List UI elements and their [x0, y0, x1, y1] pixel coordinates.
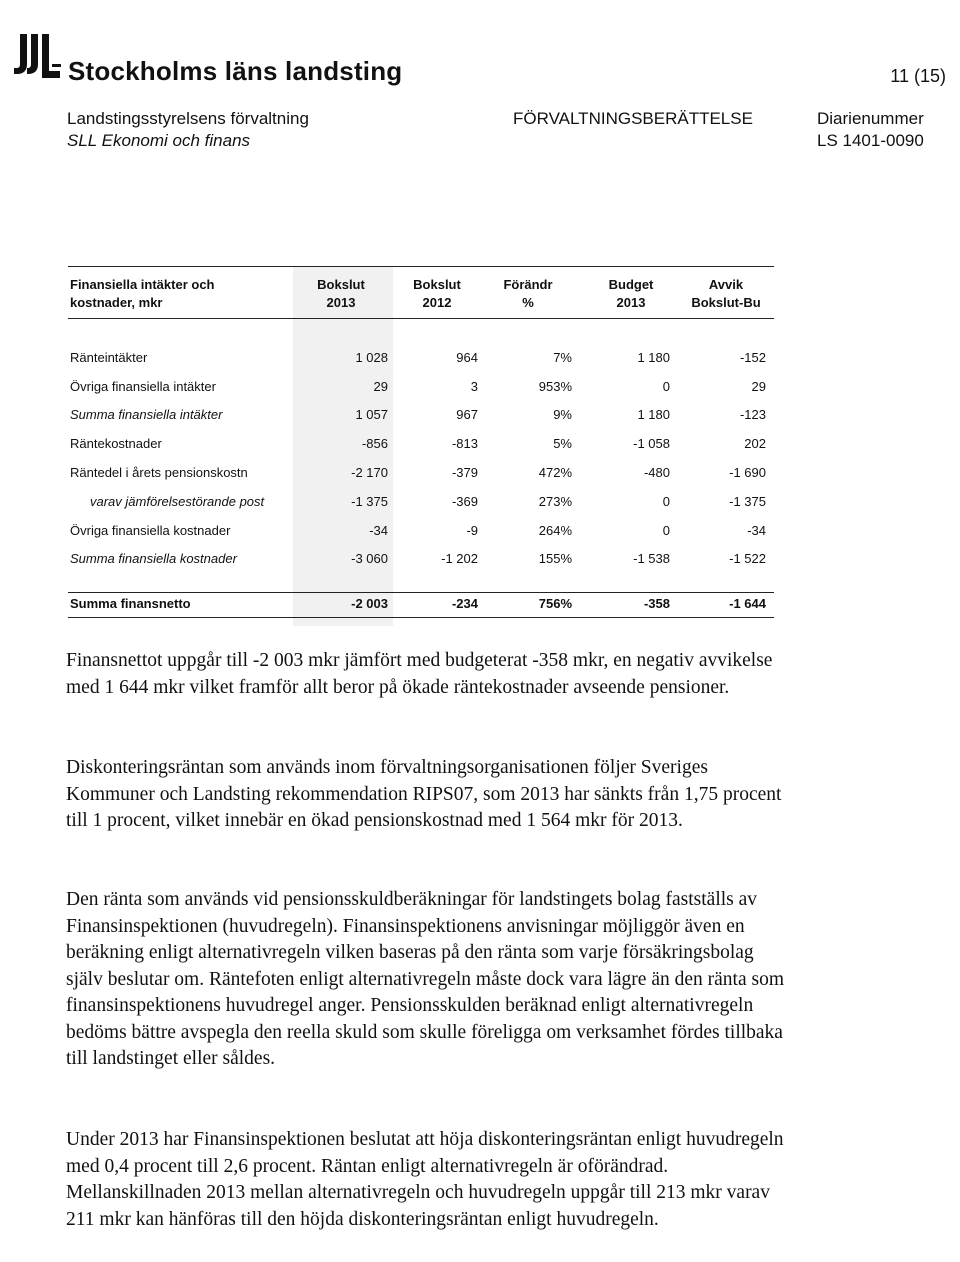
- cell-forandr: 953%: [538, 379, 572, 394]
- cell-bokslut-2012: -813: [451, 436, 478, 451]
- row-label: Övriga finansiella kostnader: [70, 523, 231, 538]
- table-row: [68, 521, 774, 541]
- cell-bokslut-2013: 1 028: [355, 350, 388, 365]
- cell-avvik: -152: [739, 350, 766, 365]
- cell-forandr: 9%: [553, 407, 572, 422]
- header-c5-line1: Avvik: [708, 277, 744, 292]
- cell-budget-2013: -1 058: [633, 436, 670, 451]
- header-c1-line2: 2013: [326, 295, 356, 310]
- total-bottom-rule: [68, 617, 774, 618]
- header-avvik: [686, 276, 766, 312]
- cell-budget-2013: -358: [643, 596, 670, 611]
- header-label: [70, 276, 215, 312]
- table-row: [68, 492, 774, 512]
- cell-avvik: 202: [744, 436, 766, 451]
- header-c1-line1: Bokslut: [317, 277, 365, 292]
- table-row: [68, 549, 774, 569]
- cell-forandr: 5%: [553, 436, 572, 451]
- table-row: [68, 434, 774, 454]
- paragraph: Finansnettot uppgår till -2 003 mkr jämfört med budgeterat -358 mkr, en negativ avvikelse med 1 644 mkr vilket framför allt beror på ökade räntekostnader avseende pensioner.: [66, 650, 773, 698]
- cell-avvik: 29: [751, 379, 766, 394]
- header-budget-2013: [596, 276, 666, 312]
- cell-budget-2013: -1 538: [633, 551, 670, 566]
- cell-bokslut-2012: -369: [451, 494, 478, 509]
- cell-bokslut-2012: -379: [451, 465, 478, 480]
- row-label: Ränteintäkter: [70, 350, 148, 365]
- department-name: Landstingsstyrelsens förvaltning: [67, 109, 309, 128]
- header-bottom-rule: [68, 318, 774, 319]
- cell-forandr: 273%: [538, 494, 572, 509]
- table-row: [68, 348, 774, 368]
- table-row: [68, 405, 774, 425]
- header-forandr: [490, 276, 566, 312]
- total-top-rule: [68, 592, 774, 593]
- cell-bokslut-2013: -3 060: [351, 551, 388, 566]
- header-c4-line2: 2013: [616, 295, 646, 310]
- row-label: Räntekostnader: [70, 436, 162, 451]
- cell-bokslut-2012: 3: [470, 379, 478, 394]
- page-number: 11 (15): [890, 66, 946, 86]
- cell-forandr: 264%: [538, 523, 572, 538]
- diary-label: Diarienummer: [817, 109, 924, 128]
- cell-forandr: 7%: [553, 350, 572, 365]
- cell-budget-2013: 0: [662, 523, 670, 538]
- unit-name: SLL Ekonomi och finans: [67, 131, 251, 150]
- cell-budget-2013: 0: [662, 379, 670, 394]
- cell-bokslut-2012: 964: [456, 350, 478, 365]
- cell-bokslut-2013: -34: [369, 523, 388, 538]
- cell-bokslut-2012: -234: [451, 596, 478, 611]
- table-row: [68, 463, 774, 483]
- row-label: Övriga finansiella intäkter: [70, 379, 216, 394]
- cell-bokslut-2012: 967: [456, 407, 478, 422]
- table-row: [68, 377, 774, 397]
- cell-bokslut-2013: 1 057: [355, 407, 388, 422]
- table-total-row: [68, 594, 774, 614]
- cell-forandr: 756%: [538, 596, 572, 611]
- cell-bokslut-2013: 29: [373, 379, 388, 394]
- cell-forandr: 472%: [538, 465, 572, 480]
- cell-bokslut-2013: -856: [361, 436, 388, 451]
- header-c3-line1: Förändr: [503, 277, 553, 292]
- header-label-line1: Finansiella intäkter och: [70, 277, 215, 292]
- cell-bokslut-2013: -1 375: [351, 494, 388, 509]
- header-bokslut-2013: [298, 276, 384, 312]
- paragraph: Den ränta som används vid pensionsskuldberäkningar för landstingets bolag fastställs av Finansinspektionen (huvudregeln). Finansinspektionens anvisningar möjliggör även en beräkning enligt alternativregeln vilken baseras på den ränta som varje försäkringsbolag själv beslutar om. Räntefoten enligt alternativregeln måste dock vara lägre än den ränta som finansinspektionens huvudregel anger. Pensionsskulden beräknad enligt alternativregeln bedöms bättre avspegla den reella skuld som skulle föreligga om verksamhet fördes tillbaka till landstinget eller såldes.: [66, 889, 784, 1069]
- cell-budget-2013: -480: [643, 465, 670, 480]
- cell-budget-2013: 0: [662, 494, 670, 509]
- sll-logo-icon: [14, 34, 62, 78]
- diary-number: LS 1401-0090: [817, 131, 924, 150]
- cell-avvik: -1 690: [729, 465, 766, 480]
- paragraph: Diskonteringsräntan som används inom förvaltningsorganisationen följer Sveriges Kommuner och Landsting rekommendation RIPS07, som 2013 har sänkts från 1,75 procent till 1 procent, vilket innebär en ökad pensionskostnad med 1 564 mkr för 2013.: [66, 757, 782, 831]
- document-type: FÖRVALTNINGSBERÄTTELSE: [513, 109, 753, 128]
- cell-bokslut-2012: -1 202: [441, 551, 478, 566]
- cell-forandr: 155%: [538, 551, 572, 566]
- cell-avvik: -34: [747, 523, 766, 538]
- paragraph: Under 2013 har Finansinspektionen beslutat att höja diskonteringsräntan enligt huvudregeln med 0,4 procent till 2,6 procent. Räntan enligt alternativregeln är oförändrad. Mellanskillnaden 2013 mellan alternativregeln och huvudregeln uppgår till 213 mkr varav 211 mkr kan hänföras till den höjda diskonteringsräntan enligt huvudregeln.: [66, 1129, 784, 1230]
- cell-bokslut-2012: -9: [466, 523, 478, 538]
- row-label: Summa finansiella kostnader: [70, 551, 237, 566]
- cell-avvik: -123: [739, 407, 766, 422]
- organization-name: Stockholms läns landsting: [68, 56, 403, 86]
- table-top-rule: [68, 266, 774, 267]
- header-c2-line2: 2012: [422, 295, 452, 310]
- row-label: Summa finansiella intäkter: [70, 407, 223, 422]
- cell-avvik: -1 375: [729, 494, 766, 509]
- cell-bokslut-2013: -2 170: [351, 465, 388, 480]
- header-label-line2: kostnader, mkr: [70, 295, 163, 310]
- row-label: Räntedel i årets pensionskostn: [70, 465, 248, 480]
- row-label: varav jämförelsestörande post: [90, 494, 265, 509]
- header-c2-line1: Bokslut: [413, 277, 461, 292]
- cell-budget-2013: 1 180: [637, 407, 670, 422]
- cell-avvik: -1 522: [729, 551, 766, 566]
- cell-budget-2013: 1 180: [637, 350, 670, 365]
- cell-avvik: -1 644: [729, 596, 766, 611]
- header-c3-line2: %: [522, 295, 534, 310]
- header-c5-line2: Bokslut-Bu: [691, 295, 761, 310]
- cell-bokslut-2013: -2 003: [351, 596, 388, 611]
- header-bokslut-2012: [402, 276, 472, 312]
- row-label: Summa finansnetto: [70, 596, 191, 611]
- header-c4-line1: Budget: [608, 277, 654, 292]
